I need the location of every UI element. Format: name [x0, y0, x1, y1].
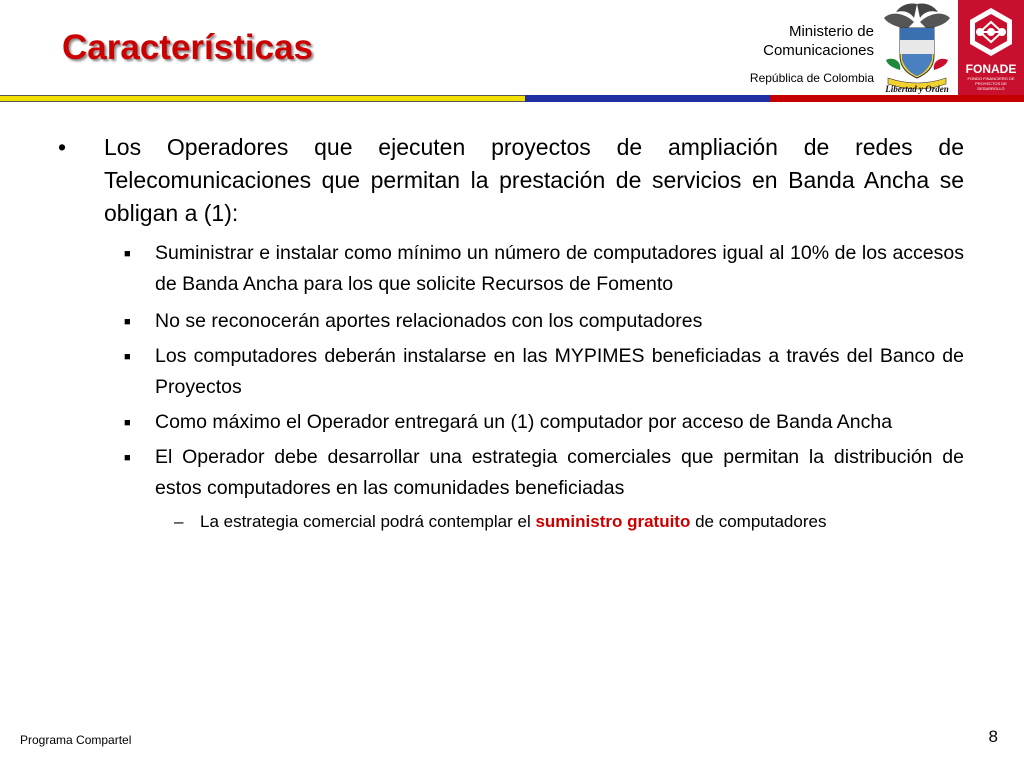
- main-bullet-item: [58, 131, 964, 230]
- sub-bullet-item: [58, 407, 964, 438]
- fonade-label: FONADE: [965, 62, 1017, 76]
- ministry-line-2: Comunicaciones: [763, 42, 874, 59]
- dash-bullet-icon: –: [174, 512, 184, 531]
- bullet-dot-icon: •: [58, 134, 67, 160]
- third-level-item: [58, 508, 964, 535]
- sub-bullet-text: Los computadores deberán instalarse en las MYPIMES beneficiadas a través del Banco de Proyectos: [155, 345, 964, 398]
- colombia-crest-logo: [878, 0, 956, 98]
- square-bullet-icon: ■: [124, 316, 131, 328]
- sub-bullet-text: El Operador debe desarrollar una estrategia comerciales que permitan la distribución de estos computadores en las comunidades beneficiadas: [155, 446, 964, 499]
- republic-label: República de Colombia: [749, 71, 874, 85]
- header-band-red: [770, 95, 1024, 102]
- third-level-text-before: La estrategia comercial podrá contemplar el: [200, 512, 536, 531]
- sub-bullet-text: Como máximo el Operador entregará un (1) computador por acceso de Banda Ancha: [155, 411, 893, 433]
- sub-bullet-item: [58, 442, 964, 504]
- third-level-text-after: de computadores: [690, 512, 827, 531]
- page-number: 8: [988, 727, 998, 746]
- square-bullet-icon: ■: [124, 417, 131, 429]
- fonade-logo: [958, 0, 1024, 96]
- header-band-yellow: [0, 95, 525, 102]
- ministry-name: [763, 22, 874, 60]
- square-bullet-icon: ■: [124, 452, 131, 464]
- slide-title: Características: [62, 28, 313, 67]
- sub-bullet-item: [58, 306, 964, 337]
- sub-bullet-item: [58, 238, 964, 300]
- crest-motto: Libertad y Orden: [885, 84, 949, 94]
- highlight-free-supply: suministro gratuito: [535, 512, 691, 531]
- footer-program: Programa Compartel: [20, 733, 132, 747]
- sub-bullet-text: Suministrar e instalar como mínimo un número de computadores igual al 10% de los accesos de Banda Ancha para los que solicite Recursos de Fomento: [155, 242, 964, 295]
- sub-bullet-item: [58, 341, 964, 403]
- fonade-emblem-icon: [958, 0, 1024, 96]
- sub-bullet-text: No se reconocerán aportes relacionados con los computadores: [155, 310, 703, 332]
- main-bullet-text: Los Operadores que ejecuten proyectos de ampliación de redes de Telecomunicaciones que permitan la prestación de servicios en Banda Ancha se obligan a (1):: [104, 134, 964, 226]
- slide-content: [58, 131, 964, 535]
- ministry-line-1: Ministerio de: [788, 23, 874, 40]
- header-band-blue: [525, 95, 770, 102]
- square-bullet-icon: ■: [124, 351, 131, 363]
- fonade-subtitle: FONDO FINANCIERO DE PROYECTOS DE DESARROLLO: [967, 76, 1015, 91]
- square-bullet-icon: ■: [124, 248, 131, 260]
